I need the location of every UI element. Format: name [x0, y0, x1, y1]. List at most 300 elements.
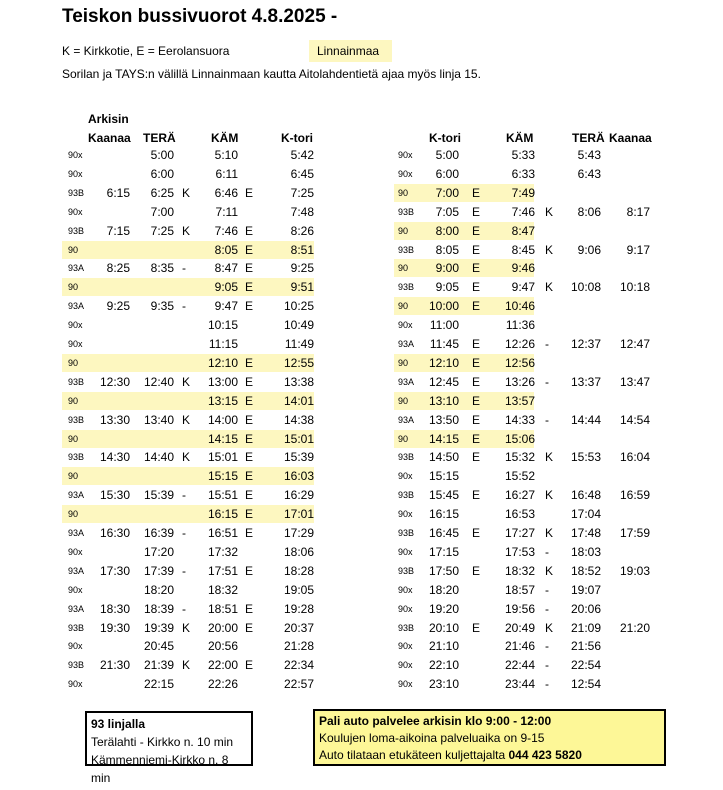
cell-m2: K — [545, 280, 554, 295]
cell-ktori: 15:01 — [283, 431, 314, 446]
cell-ktori: 18:20 — [428, 582, 459, 597]
table-row — [394, 259, 534, 277]
cell-m1: K — [182, 374, 191, 389]
cell-kam: 16:27 — [504, 488, 535, 503]
cell-ktori: 13:10 — [428, 393, 459, 408]
cell-line: 90x — [68, 206, 83, 217]
cell-m2: E — [245, 488, 254, 503]
table-row — [394, 335, 650, 353]
cell-line: 93B — [398, 565, 415, 576]
cell-line: 90 — [68, 357, 79, 368]
cell-kaanaa: 16:59 — [619, 488, 650, 503]
cell-line: 90x — [398, 641, 413, 652]
table-row — [394, 297, 534, 315]
cell-kaanaa — [88, 316, 130, 334]
cell-kam: 17:32 — [207, 544, 238, 559]
cell-line: 90x — [68, 150, 83, 160]
cell-line: 93B — [398, 452, 415, 463]
cell-tera — [563, 430, 601, 448]
cell-kaanaa — [610, 581, 650, 599]
cell-tera: 20:45 — [143, 639, 174, 654]
cell-line: 93A — [68, 490, 85, 501]
cell-tera: 6:00 — [150, 166, 174, 181]
cell-kaanaa — [610, 165, 650, 183]
cell-kam: 14:33 — [504, 412, 535, 427]
cell-kaanaa — [88, 581, 130, 599]
table-row — [394, 619, 650, 637]
cell-m1: - — [182, 488, 186, 503]
cell-m1: - — [182, 299, 186, 314]
table-row — [394, 562, 650, 580]
cell-tera: 21:09 — [570, 620, 601, 635]
cell-tera — [563, 259, 601, 277]
cell-tera: 18:03 — [570, 544, 601, 559]
cell-m2: E — [245, 280, 254, 295]
table-row — [62, 581, 314, 599]
cell-ktori: 16:15 — [428, 507, 459, 522]
service-box-line-2: Koulujen loma-aikoina palveluaika on 9-15 — [319, 731, 545, 745]
cell-tera: 10:08 — [570, 280, 601, 295]
cell-kaanaa — [610, 392, 650, 410]
cell-kam: 16:15 — [207, 507, 238, 522]
cell-ktori: 23:10 — [428, 677, 459, 692]
table-row — [394, 165, 601, 183]
table-row — [62, 354, 314, 372]
cell-line: 90x — [398, 603, 413, 614]
cell-kam: 22:26 — [207, 677, 238, 692]
cell-kam: 17:27 — [504, 526, 535, 540]
cell-tera: 19:07 — [570, 582, 601, 597]
cell-kaanaa: 12:47 — [619, 337, 650, 351]
cell-m2: - — [545, 639, 549, 654]
highlight-legend: Linnainmaa — [309, 40, 392, 62]
cell-line: 90x — [398, 546, 413, 557]
cell-kaanaa — [88, 505, 130, 523]
cell-m1: E — [472, 299, 481, 314]
cell-ktori: 9:25 — [290, 261, 314, 276]
cell-tera — [136, 241, 174, 259]
cell-kaanaa: 16:04 — [619, 450, 650, 465]
cell-kaanaa — [610, 146, 650, 164]
cell-line: 93B — [68, 622, 85, 633]
cell-m2: E — [245, 261, 254, 276]
cell-m2: E — [245, 620, 254, 635]
cell-line: 93A — [398, 339, 415, 349]
cell-line: 90 — [68, 282, 79, 293]
cell-line: 93A — [68, 565, 85, 576]
table-row — [394, 278, 650, 296]
route-note: Sorilan ja TAYS:n välillä Linnainmaan kautta Aitolahdentietä ajaa myös linja 15. — [62, 67, 481, 81]
cell-ktori: 18:28 — [283, 563, 314, 578]
service-box-phone: 044 423 5820 — [508, 748, 582, 762]
cell-ktori: 8:26 — [290, 223, 314, 238]
table-row — [62, 656, 314, 674]
cell-kam: 13:15 — [207, 393, 238, 408]
cell-ktori: 20:10 — [428, 620, 459, 635]
cell-kam: 6:33 — [511, 166, 535, 181]
cell-line: 93B — [68, 376, 85, 387]
cell-ktori: 19:20 — [428, 601, 459, 616]
cell-tera: 20:06 — [570, 601, 601, 616]
cell-kaanaa: 19:30 — [99, 620, 130, 635]
cell-kaanaa: 17:59 — [619, 526, 650, 540]
cell-tera: 7:00 — [150, 204, 174, 219]
cell-tera — [563, 316, 601, 334]
cell-kam: 13:57 — [504, 393, 535, 408]
cell-tera — [136, 335, 174, 353]
table-row — [394, 543, 601, 561]
cell-line: 93B — [68, 452, 85, 463]
cell-m1: E — [472, 185, 481, 200]
table-row — [394, 675, 601, 693]
cell-m2: K — [545, 620, 554, 635]
cell-m1: - — [182, 601, 186, 616]
cell-tera: 17:48 — [570, 526, 601, 540]
cell-tera: 16:48 — [570, 488, 601, 503]
cell-kaanaa — [610, 600, 650, 618]
table-row — [62, 259, 314, 277]
cell-tera: 9:35 — [150, 299, 174, 314]
table-row — [394, 392, 534, 410]
header-left-ktori: K-tori — [281, 131, 313, 145]
cell-tera: 6:43 — [577, 166, 601, 181]
cell-kaanaa — [88, 146, 130, 164]
cell-m2: E — [245, 658, 254, 673]
cell-tera — [563, 467, 601, 485]
cell-line: 90x — [398, 679, 413, 690]
cell-line: 90 — [398, 301, 409, 312]
cell-line: 93A — [68, 263, 85, 274]
table-row — [394, 354, 534, 372]
cell-m2: K — [545, 204, 554, 219]
cell-kam: 11:36 — [505, 318, 535, 333]
cell-tera — [563, 297, 601, 315]
cell-ktori: 12:45 — [428, 374, 459, 389]
header-left-tera: TERÄ — [143, 131, 176, 145]
cell-m2: E — [245, 526, 254, 540]
cell-m2: E — [245, 299, 254, 314]
cell-kaanaa: 13:30 — [99, 412, 130, 427]
cell-tera: 17:39 — [143, 563, 174, 578]
cell-ktori: 16:45 — [428, 526, 459, 540]
cell-kaanaa: 15:30 — [99, 488, 130, 503]
cell-line: 90 — [398, 225, 409, 236]
cell-kaanaa — [610, 259, 650, 277]
cell-kam: 13:26 — [504, 374, 535, 389]
cell-kam: 20:49 — [504, 620, 535, 635]
cell-kaanaa: 10:18 — [619, 280, 650, 295]
header-right-ktori: K-tori — [429, 131, 461, 145]
table-row — [394, 448, 650, 466]
cell-tera: 7:25 — [150, 223, 174, 238]
service-box — [313, 709, 666, 766]
cell-kam: 7:11 — [215, 204, 238, 219]
table-row — [394, 581, 601, 599]
cell-m1: E — [472, 242, 481, 257]
cell-line: 93B — [398, 282, 415, 293]
cell-ktori: 19:28 — [283, 601, 314, 616]
cell-tera: 12:37 — [570, 337, 601, 351]
cell-line: 90 — [68, 395, 79, 406]
cell-kaanaa: 19:03 — [619, 563, 650, 578]
cell-ktori: 7:05 — [435, 204, 459, 219]
cell-m2: E — [245, 393, 254, 408]
service-box-order-text: Auto tilataan etukäteen kuljettajalta — [319, 748, 509, 762]
cell-ktori: 17:29 — [283, 526, 314, 540]
table-row — [394, 430, 534, 448]
cell-ktori: 14:38 — [283, 412, 314, 427]
cell-ktori: 22:10 — [428, 658, 459, 673]
cell-ktori: 9:05 — [435, 280, 459, 295]
cell-ktori: 5:00 — [435, 148, 459, 162]
cell-ktori: 13:38 — [283, 374, 314, 389]
cell-kaanaa — [610, 354, 650, 372]
cell-m2: E — [245, 242, 254, 257]
cell-kaanaa: 21:20 — [619, 620, 650, 635]
table-row — [394, 505, 601, 523]
cell-m1: E — [472, 223, 481, 238]
cell-m1: K — [182, 412, 191, 427]
cell-line: 90x — [68, 679, 83, 690]
cell-line: 93B — [398, 528, 415, 538]
cell-line: 90x — [398, 150, 413, 160]
cell-line: 93B — [398, 490, 415, 501]
cell-tera: 14:44 — [570, 412, 601, 427]
table-row — [394, 146, 601, 164]
cell-ktori: 15:39 — [283, 450, 314, 465]
cell-kaanaa: 21:30 — [99, 658, 130, 673]
cell-tera: 19:39 — [143, 620, 174, 635]
cell-line: 90x — [398, 584, 413, 595]
cell-m2: - — [545, 412, 549, 427]
cell-kaanaa — [88, 392, 130, 410]
cell-tera: 6:25 — [150, 185, 174, 200]
cell-m1: E — [472, 355, 481, 370]
cell-line: 93B — [398, 244, 415, 255]
cell-line: 90x — [398, 660, 413, 671]
cell-kam: 18:57 — [504, 582, 535, 597]
cell-tera: 13:40 — [143, 412, 174, 427]
header-right-tera: TERÄ — [572, 131, 605, 145]
table-row — [62, 505, 314, 523]
cell-kam: 7:46 — [214, 223, 238, 238]
cell-kaanaa: 8:25 — [106, 261, 130, 276]
cell-tera — [136, 467, 174, 485]
cell-kaanaa — [88, 637, 130, 655]
cell-kam: 15:52 — [504, 469, 535, 484]
table-row — [62, 241, 314, 259]
info-box-line-2: Kämmenniemi-Kirkko n. 8 min — [91, 753, 229, 785]
cell-kam: 6:11 — [215, 166, 238, 181]
cell-tera: 22:54 — [570, 658, 601, 673]
cell-kam: 9:47 — [511, 280, 535, 295]
cell-kam: 10:46 — [504, 299, 535, 314]
cell-kam: 16:53 — [504, 507, 535, 522]
cell-m2: E — [245, 412, 254, 427]
cell-m2: E — [245, 601, 254, 616]
table-row — [62, 524, 314, 542]
cell-kaanaa: 18:30 — [99, 601, 130, 616]
cell-m2: E — [245, 355, 254, 370]
cell-kam: 12:26 — [504, 337, 535, 351]
table-row — [62, 619, 314, 637]
cell-kam: 18:51 — [207, 601, 238, 616]
cell-m2: E — [245, 469, 254, 484]
cell-ktori: 9:51 — [290, 280, 314, 295]
cell-line: 90 — [68, 471, 79, 482]
cell-ktori: 11:45 — [429, 337, 459, 351]
cell-line: 90x — [398, 509, 413, 520]
table-row — [394, 241, 650, 259]
table-row — [394, 637, 601, 655]
cell-kam: 7:49 — [511, 185, 535, 200]
cell-tera: 17:04 — [570, 507, 601, 522]
cell-m2: K — [545, 242, 554, 257]
table-row — [62, 222, 314, 240]
cell-line: 93A — [398, 376, 415, 387]
cell-line: 93A — [68, 603, 85, 614]
cell-kam: 18:32 — [207, 582, 238, 597]
table-row — [394, 316, 534, 334]
cell-line: 90x — [68, 584, 83, 595]
cell-kaanaa — [610, 637, 650, 655]
cell-kam: 22:00 — [207, 658, 238, 673]
table-row — [62, 562, 314, 580]
cell-m1: K — [182, 658, 191, 673]
cell-line: 93B — [398, 622, 415, 633]
cell-ktori: 22:57 — [283, 677, 314, 692]
cell-kam: 17:51 — [207, 563, 238, 578]
table-row — [62, 467, 314, 485]
cell-kam: 21:46 — [504, 639, 535, 654]
cell-m1: E — [472, 488, 481, 503]
cell-m2: K — [545, 563, 554, 578]
cell-m1: - — [182, 526, 186, 540]
cell-kaanaa — [610, 505, 650, 523]
cell-ktori: 15:15 — [428, 469, 459, 484]
cell-m2: - — [545, 374, 549, 389]
cell-kaanaa — [610, 222, 650, 240]
cell-line: 93A — [68, 301, 85, 312]
cell-kaanaa: 12:30 — [99, 374, 130, 389]
cell-kaanaa — [88, 203, 130, 221]
cell-m2: K — [545, 450, 554, 465]
cell-kam: 14:00 — [207, 412, 238, 427]
cell-tera — [136, 278, 174, 296]
cell-m1: E — [472, 374, 481, 389]
cell-kam: 15:01 — [207, 450, 238, 465]
table-row — [394, 184, 534, 202]
cell-m2: E — [245, 450, 254, 465]
cell-m2: - — [545, 601, 549, 616]
cell-ktori: 5:42 — [290, 148, 314, 162]
cell-tera: 8:06 — [577, 204, 601, 219]
header-right-kaanaa: Kaanaa — [609, 131, 652, 145]
cell-line: 93A — [68, 528, 85, 538]
cell-kaanaa: 9:17 — [626, 242, 650, 257]
cell-line: 90 — [398, 395, 409, 406]
cell-ktori: 21:28 — [283, 639, 314, 654]
cell-kaanaa: 14:54 — [619, 412, 650, 427]
table-row — [62, 184, 314, 202]
cell-ktori: 15:45 — [428, 488, 459, 503]
cell-tera — [136, 316, 174, 334]
cell-kaanaa: 17:30 — [99, 563, 130, 578]
cell-tera: 12:54 — [570, 677, 601, 692]
cell-line: 90x — [68, 168, 83, 179]
cell-ktori: 17:01 — [283, 507, 314, 522]
cell-kam: 7:46 — [511, 204, 535, 219]
cell-line: 90 — [398, 357, 409, 368]
cell-m1: E — [472, 563, 481, 578]
cell-ktori: 7:25 — [290, 185, 314, 200]
cell-m1: E — [472, 393, 481, 408]
cell-tera — [563, 184, 601, 202]
cell-kaanaa — [88, 278, 130, 296]
cell-m1: E — [472, 431, 481, 446]
cell-ktori: 12:10 — [428, 355, 459, 370]
cell-m2: K — [545, 488, 554, 503]
cell-ktori: 16:03 — [283, 469, 314, 484]
cell-tera: 12:40 — [143, 374, 174, 389]
cell-ktori: 22:34 — [283, 658, 314, 673]
cell-kaanaa: 8:17 — [626, 204, 650, 219]
cell-line: 90 — [398, 263, 409, 274]
cell-m2: E — [245, 223, 254, 238]
table-row — [394, 486, 650, 504]
cell-ktori: 7:48 — [290, 204, 314, 219]
table-row — [394, 203, 650, 221]
cell-m1: - — [182, 261, 186, 276]
cell-kam: 9:05 — [214, 280, 238, 295]
cell-line: 90x — [68, 546, 83, 557]
cell-kam: 22:44 — [504, 658, 535, 673]
cell-kam: 20:56 — [207, 639, 238, 654]
cell-ktori: 13:50 — [428, 412, 459, 427]
cell-m2: E — [245, 431, 254, 446]
cell-line: 90x — [398, 320, 413, 331]
table-row — [62, 486, 314, 504]
cell-kam: 6:46 — [214, 185, 238, 200]
cell-m2: E — [245, 185, 254, 200]
cell-ktori: 17:15 — [428, 544, 459, 559]
cell-ktori: 11:49 — [284, 337, 314, 351]
cell-kaanaa — [610, 675, 650, 693]
cell-tera: 22:15 — [143, 677, 174, 692]
table-row — [394, 467, 534, 485]
cell-kam: 8:45 — [511, 242, 535, 257]
table-row — [62, 165, 314, 183]
cell-ktori: 14:15 — [428, 431, 459, 446]
cell-kaanaa — [88, 165, 130, 183]
cell-kaanaa — [88, 543, 130, 561]
service-box-line-3 — [319, 747, 660, 764]
cell-kaanaa — [88, 675, 130, 693]
cell-m1: E — [472, 620, 481, 635]
header-right-kam: KÄM — [506, 131, 534, 145]
cell-ktori: 8:05 — [435, 242, 459, 257]
cell-kaanaa — [88, 335, 130, 353]
cell-line: 90 — [68, 244, 79, 255]
table-row — [62, 675, 314, 693]
table-row — [62, 392, 314, 410]
cell-ktori: 6:00 — [435, 166, 459, 181]
cell-m2: - — [545, 582, 549, 597]
table-row — [62, 543, 314, 561]
cell-tera: 18:52 — [570, 563, 601, 578]
cell-kaanaa: 13:47 — [619, 374, 650, 389]
cell-ktori: 10:49 — [283, 318, 314, 333]
